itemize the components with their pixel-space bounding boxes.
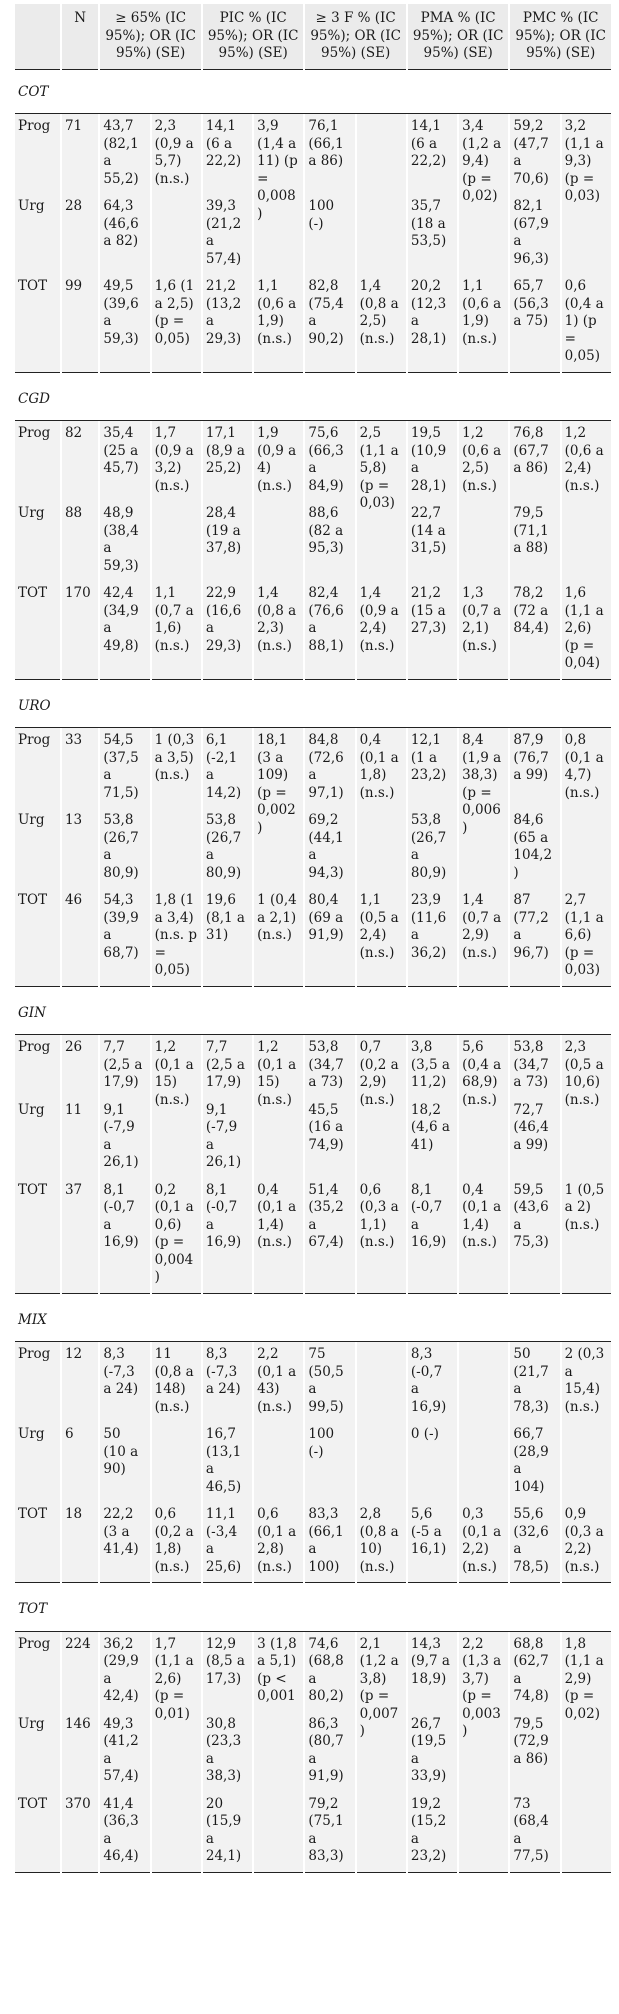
header-n: N: [62, 4, 98, 70]
value-cell: 12,1 (1 a 23,2): [408, 728, 457, 808]
or-cell: 3,9 (1,4 a 11) (p = 0,008): [254, 114, 303, 274]
or-cell: [357, 1342, 406, 1502]
row-label: Urg: [15, 808, 60, 888]
or-cell: [459, 1342, 508, 1502]
value-cell: 0 (-): [408, 1422, 457, 1502]
value-cell: 75 (50,5 a 99,5): [305, 1342, 354, 1422]
n-cell: 370: [62, 1792, 98, 1873]
row-label: Prog: [15, 728, 60, 808]
value-cell: 73 (68,4 a 77,5): [510, 1792, 559, 1873]
or-cell: 2,3 (0,9 a 5,7) (n.s.): [152, 114, 201, 274]
value-cell: 76,1 (66,1 a 86): [305, 114, 354, 194]
value-cell: 12,9 (8,5 a 17,3): [203, 1632, 252, 1712]
table-row: [15, 1422, 611, 1502]
table-row: [15, 194, 611, 274]
value-cell: 87,9 (76,7 a 99): [510, 728, 559, 808]
or-cell: 2 (0,3 a 15,4) (n.s.): [562, 1342, 611, 1502]
value-cell: 28,4 (19 a 37,8): [203, 501, 252, 581]
value-cell: 66,7 (28,9 a 104): [510, 1422, 559, 1502]
value-cell: 100 (-): [305, 1422, 354, 1502]
row-label: TOT: [15, 274, 60, 373]
n-cell: 37: [62, 1178, 98, 1294]
group-label: TOT: [15, 1587, 611, 1632]
or-cell: 2,2 (1,3 a 3,7) (p = 0,003): [459, 1632, 508, 1792]
n-cell: 170: [62, 581, 98, 680]
table-row: [15, 1502, 611, 1583]
table-row: [15, 728, 611, 808]
or-cell: 0,4 (0,1 a 1,4) (n.s.): [254, 1178, 303, 1294]
or-cell: 0,7 (0,2 a 2,9) (n.s.): [357, 1035, 406, 1178]
or-cell: [254, 1792, 303, 1873]
value-cell: 76,8 (67,7 a 86): [510, 421, 559, 501]
value-cell: 45,5 (16 a 74,9): [305, 1098, 354, 1178]
or-cell: 18,1 (3 a 109) (p = 0,002): [254, 728, 303, 888]
or-cell: 5,6 (0,4 a 68,9) (n.s.): [459, 1035, 508, 1178]
value-cell: 19,5 (10,9 a 28,1): [408, 421, 457, 501]
header-65: ≥ 65% (IC 95%); OR (IC 95%) (SE): [100, 4, 201, 70]
value-cell: 19,6 (8,1 a 31): [203, 888, 252, 987]
n-cell: 71: [62, 114, 98, 194]
row-label: Urg: [15, 501, 60, 581]
or-cell: 0,6 (0,4 a 1) (p = 0,05): [562, 274, 611, 373]
value-cell: 41,4 (36,3 a 46,4): [100, 1792, 149, 1873]
value-cell: 53,8 (26,7 a 80,9): [203, 808, 252, 888]
value-cell: 51,4 (35,2 a 67,4): [305, 1178, 354, 1294]
n-cell: 224: [62, 1632, 98, 1712]
or-cell: 2,5 (1,1 a 5,8) (p = 0,03): [357, 421, 406, 581]
or-cell: 1,3 (0,7 a 2,1) (n.s.): [459, 581, 508, 680]
row-label: Urg: [15, 1712, 60, 1792]
or-cell: 1 (0,5 a 2) (n.s.): [562, 1178, 611, 1294]
or-cell: 3,2 (1,1 a 9,3) (p = 0,03): [562, 114, 611, 274]
table-row: [15, 274, 611, 373]
n-cell: 18: [62, 1502, 98, 1583]
table-row: [15, 1342, 611, 1422]
value-cell: 22,7 (14 a 31,5): [408, 501, 457, 581]
header-pma: PMA % (IC 95%); OR (IC 95%) (SE): [408, 4, 509, 70]
value-cell: 83,3 (66,1 a 100): [305, 1502, 354, 1583]
or-cell: 0,4 (0,1 a 1,8) (n.s.): [357, 728, 406, 888]
table-row: [15, 1178, 611, 1294]
header-3f: ≥ 3 F % (IC 95%); OR (IC 95%) (SE): [305, 4, 406, 70]
or-cell: 1,1 (0,6 a 1,9) (n.s.): [254, 274, 303, 373]
n-cell: 26: [62, 1035, 98, 1098]
value-cell: 7,7 (2,5 a 17,9): [203, 1035, 252, 1098]
header-pmc: PMC % (IC 95%); OR (IC 95%) (SE): [510, 4, 611, 70]
value-cell: 79,5 (71,1 a 88): [510, 501, 559, 581]
value-cell: 7,7 (2,5 a 17,9): [100, 1035, 149, 1098]
or-cell: 0,6 (0,3 a 1,1) (n.s.): [357, 1178, 406, 1294]
table-row: [15, 1792, 611, 1873]
value-cell: 53,8 (34,7 a 73): [510, 1035, 559, 1098]
group-label: URO: [15, 684, 611, 729]
row-label: Urg: [15, 1422, 60, 1502]
n-cell: 82: [62, 421, 98, 501]
value-cell: 79,5 (72,9 a 86): [510, 1712, 559, 1792]
or-cell: 0,3 (0,1 a 2,2) (n.s.): [459, 1502, 508, 1583]
or-cell: 1,7 (1,1 a 2,6) (p = 0,01): [152, 1632, 201, 1792]
value-cell: 72,7 (46,4 a 99): [510, 1098, 559, 1178]
n-cell: 6: [62, 1422, 98, 1502]
table-row: [15, 1035, 611, 1098]
group-label: COT: [15, 70, 611, 115]
table-row: [15, 1712, 611, 1792]
n-cell: 28: [62, 194, 98, 274]
row-label: TOT: [15, 581, 60, 680]
value-cell: 22,2 (3 a 41,4): [100, 1502, 149, 1583]
or-cell: [152, 1792, 201, 1873]
row-label: TOT: [15, 1502, 60, 1583]
or-cell: 2,2 (0,1 a 43) (n.s.): [254, 1342, 303, 1502]
value-cell: 16,7 (13,1 a 46,5): [203, 1422, 252, 1502]
or-cell: 1,9 (0,9 a 4) (n.s.): [254, 421, 303, 581]
value-cell: 49,5 (39,6 a 59,3): [100, 274, 149, 373]
value-cell: 59,5 (43,6 a 75,3): [510, 1178, 559, 1294]
value-cell: 59,2 (47,7 a 70,6): [510, 114, 559, 194]
or-cell: 1,2 (0,6 a 2,4) (n.s.): [562, 421, 611, 581]
value-cell: 65,7 (56,3 a 75): [510, 274, 559, 373]
row-label: TOT: [15, 1178, 60, 1294]
value-cell: 53,8 (26,7 a 80,9): [408, 808, 457, 888]
value-cell: 54,5 (37,5 a 71,5): [100, 728, 149, 808]
n-cell: 12: [62, 1342, 98, 1422]
value-cell: 79,2 (75,1 a 83,3): [305, 1792, 354, 1873]
group-header-row: [15, 684, 611, 729]
group-header-row: [15, 1298, 611, 1343]
value-cell: 82,8 (75,4 a 90,2): [305, 274, 354, 373]
or-cell: 1,6 (1,1 a 2,6) (p = 0,04): [562, 581, 611, 680]
row-label: Prog: [15, 1035, 60, 1098]
value-cell: 35,7 (18 a 53,5): [408, 194, 457, 274]
group-label: CGD: [15, 377, 611, 422]
or-cell: 1,4 (0,7 a 2,9) (n.s.): [459, 888, 508, 987]
value-cell: 14,3 (9,7 a 18,9): [408, 1632, 457, 1712]
or-cell: 1 (0,3 a 3,5) (n.s.): [152, 728, 201, 888]
row-label: Urg: [15, 1098, 60, 1178]
table-row: [15, 888, 611, 987]
or-cell: 0,2 (0,1 a 0,6) (p = 0,004): [152, 1178, 201, 1294]
value-cell: 18,2 (4,6 a 41): [408, 1098, 457, 1178]
value-cell: 11,1 (-3,4 a 25,6): [203, 1502, 252, 1583]
or-cell: [357, 1792, 406, 1873]
group-header-row: [15, 377, 611, 422]
or-cell: 11 (0,8 a 148) (n.s.): [152, 1342, 201, 1502]
header-blank: [15, 4, 60, 70]
or-cell: 0,8 (0,1 a 4,7) (n.s.): [562, 728, 611, 888]
or-cell: 0,6 (0,1 a 2,8) (n.s.): [254, 1502, 303, 1583]
value-cell: 54,3 (39,9 a 68,7): [100, 888, 149, 987]
value-cell: 17,1 (8,9 a 25,2): [203, 421, 252, 501]
or-cell: [357, 114, 406, 274]
or-cell: 2,8 (0,8 a 10) (n.s.): [357, 1502, 406, 1583]
value-cell: 87 (77,2 a 96,7): [510, 888, 559, 987]
or-cell: 1,1 (0,7 a 1,6) (n.s.): [152, 581, 201, 680]
n-cell: 46: [62, 888, 98, 987]
value-cell: 14,1 (6 a 22,2): [203, 114, 252, 194]
or-cell: 3,4 (1,2 a 9,4) (p = 0,02): [459, 114, 508, 274]
or-cell: 1,8 (1,1 a 2,9) (p = 0,02): [562, 1632, 611, 1792]
or-cell: 1,2 (0,6 a 2,5) (n.s.): [459, 421, 508, 581]
value-cell: 8,3 (-7,3 a 24): [100, 1342, 149, 1422]
n-cell: 13: [62, 808, 98, 888]
or-cell: 3 (1,8 a 5,1) (p < 0,001: [254, 1632, 303, 1792]
value-cell: 39,3 (21,2 a 57,4): [203, 194, 252, 274]
n-cell: 146: [62, 1712, 98, 1792]
value-cell: 53,8 (26,7 a 80,9): [100, 808, 149, 888]
row-label: Prog: [15, 421, 60, 501]
row-label: Prog: [15, 114, 60, 194]
value-cell: 20,2 (12,3 a 28,1): [408, 274, 457, 373]
value-cell: 50 (21,7 a 78,3): [510, 1342, 559, 1422]
value-cell: 35,4 (25 a 45,7): [100, 421, 149, 501]
table-row: [15, 501, 611, 581]
or-cell: 1 (0,4 a 2,1) (n.s.): [254, 888, 303, 987]
value-cell: 8,1 (-0,7 a 16,9): [203, 1178, 252, 1294]
or-cell: 1,4 (0,9 a 2,4) (n.s.): [357, 581, 406, 680]
or-cell: 0,4 (0,1 a 1,4) (n.s.): [459, 1178, 508, 1294]
value-cell: 8,1 (-0,7 a 16,9): [408, 1178, 457, 1294]
table-row: [15, 1098, 611, 1178]
group-header-row: [15, 991, 611, 1036]
group-header-row: [15, 1587, 611, 1632]
value-cell: 30,8 (23,3 a 38,3): [203, 1712, 252, 1792]
value-cell: 50 (10 a 90): [100, 1422, 149, 1502]
results-table: [13, 4, 613, 1873]
group-header-row: [15, 70, 611, 115]
value-cell: 8,1 (-0,7 a 16,9): [100, 1178, 149, 1294]
value-cell: 42,4 (34,9 a 49,8): [100, 581, 149, 680]
or-cell: 2,3 (0,5 a 10,6) (n.s.): [562, 1035, 611, 1178]
table-row: [15, 421, 611, 501]
table-row: [15, 114, 611, 194]
value-cell: 82,1 (67,9 a 96,3): [510, 194, 559, 274]
value-cell: 19,2 (15,2 a 23,2): [408, 1792, 457, 1873]
value-cell: 69,2 (44,1 a 94,3): [305, 808, 354, 888]
group-label: MIX: [15, 1298, 611, 1343]
value-cell: 78,2 (72 a 84,4): [510, 581, 559, 680]
row-label: TOT: [15, 1792, 60, 1873]
or-cell: 1,4 (0,8 a 2,3) (n.s.): [254, 581, 303, 680]
row-label: Prog: [15, 1632, 60, 1712]
or-cell: 1,2 (0,1 a 15) (n.s.): [254, 1035, 303, 1178]
n-cell: 11: [62, 1098, 98, 1178]
value-cell: 53,8 (34,7 a 73): [305, 1035, 354, 1098]
value-cell: 20 (15,9 a 24,1): [203, 1792, 252, 1873]
or-cell: 1,8 (1 a 3,4) (n.s. p = 0,05): [152, 888, 201, 987]
value-cell: 43,7 (82,1 a 55,2): [100, 114, 149, 194]
table-row: [15, 581, 611, 680]
value-cell: 26,7 (19,5 a 33,9): [408, 1712, 457, 1792]
value-cell: 84,6 (65 a 104,2): [510, 808, 559, 888]
header-row: [15, 4, 611, 70]
value-cell: 64,3 (46,6 a 82): [100, 194, 149, 274]
or-cell: 0,6 (0,2 a 1,8) (n.s.): [152, 1502, 201, 1583]
value-cell: 3,8 (3,5 a 11,2): [408, 1035, 457, 1098]
or-cell: [459, 1792, 508, 1873]
or-cell: 1,6 (1 a 2,5) (p = 0,05): [152, 274, 201, 373]
value-cell: 100 (-): [305, 194, 354, 274]
n-cell: 88: [62, 501, 98, 581]
value-cell: 21,2 (15 a 27,3): [408, 581, 457, 680]
row-label: TOT: [15, 888, 60, 987]
value-cell: 84,8 (72,6 a 97,1): [305, 728, 354, 808]
or-cell: [562, 1792, 611, 1873]
value-cell: 49,3 (41,2 a 57,4): [100, 1712, 149, 1792]
value-cell: 14,1 (6 a 22,2): [408, 114, 457, 194]
value-cell: 23,9 (11,6 a 36,2): [408, 888, 457, 987]
value-cell: 8,3 (-7,3 a 24): [203, 1342, 252, 1422]
or-cell: 1,1 (0,6 a 1,9) (n.s.): [459, 274, 508, 373]
n-cell: 99: [62, 274, 98, 373]
value-cell: 6,1 (-2,1 a 14,2): [203, 728, 252, 808]
or-cell: 1,1 (0,5 a 2,4) (n.s.): [357, 888, 406, 987]
or-cell: 2,7 (1,1 a 6,6) (p = 0,03): [562, 888, 611, 987]
value-cell: 22,9 (16,6 a 29,3): [203, 581, 252, 680]
value-cell: 8,3 (-0,7 a 16,9): [408, 1342, 457, 1422]
value-cell: 9,1 (-7,9 a 26,1): [203, 1098, 252, 1178]
value-cell: 21,2 (13,2 a 29,3): [203, 274, 252, 373]
or-cell: 0,9 (0,3 a 2,2) (n.s.): [562, 1502, 611, 1583]
value-cell: 75,6 (66,3 a 84,9): [305, 421, 354, 501]
value-cell: 80,4 (69 a 91,9): [305, 888, 354, 987]
value-cell: 9,1 (-7,9 a 26,1): [100, 1098, 149, 1178]
n-cell: 33: [62, 728, 98, 808]
value-cell: 5,6 (-5 a 16,1): [408, 1502, 457, 1583]
value-cell: 68,8 (62,7 a 74,8): [510, 1632, 559, 1712]
value-cell: 48,9 (38,4 a 59,3): [100, 501, 149, 581]
value-cell: 82,4 (76,6 a 88,1): [305, 581, 354, 680]
value-cell: 55,6 (32,6 a 78,5): [510, 1502, 559, 1583]
or-cell: 1,7 (0,9 a 3,2) (n.s.): [152, 421, 201, 581]
or-cell: 2,1 (1,2 a 3,8) (p = 0,007): [357, 1632, 406, 1792]
value-cell: 86,3 (80,7 a 91,9): [305, 1712, 354, 1792]
value-cell: 88,6 (82 a 95,3): [305, 501, 354, 581]
row-label: Urg: [15, 194, 60, 274]
table-row: [15, 808, 611, 888]
value-cell: 36,2 (29,9 a 42,4): [100, 1632, 149, 1712]
or-cell: 1,2 (0,1 a 15) (n.s.): [152, 1035, 201, 1178]
or-cell: 1,4 (0,8 a 2,5) (n.s.): [357, 274, 406, 373]
header-pic: PIC % (IC 95%); OR (IC 95%) (SE): [203, 4, 304, 70]
group-label: GIN: [15, 991, 611, 1036]
row-label: Prog: [15, 1342, 60, 1422]
table-row: [15, 1632, 611, 1712]
table-body: [15, 70, 611, 1873]
or-cell: 8,4 (1,9 a 38,3) (p = 0,006): [459, 728, 508, 888]
value-cell: 74,6 (68,8 a 80,2): [305, 1632, 354, 1712]
